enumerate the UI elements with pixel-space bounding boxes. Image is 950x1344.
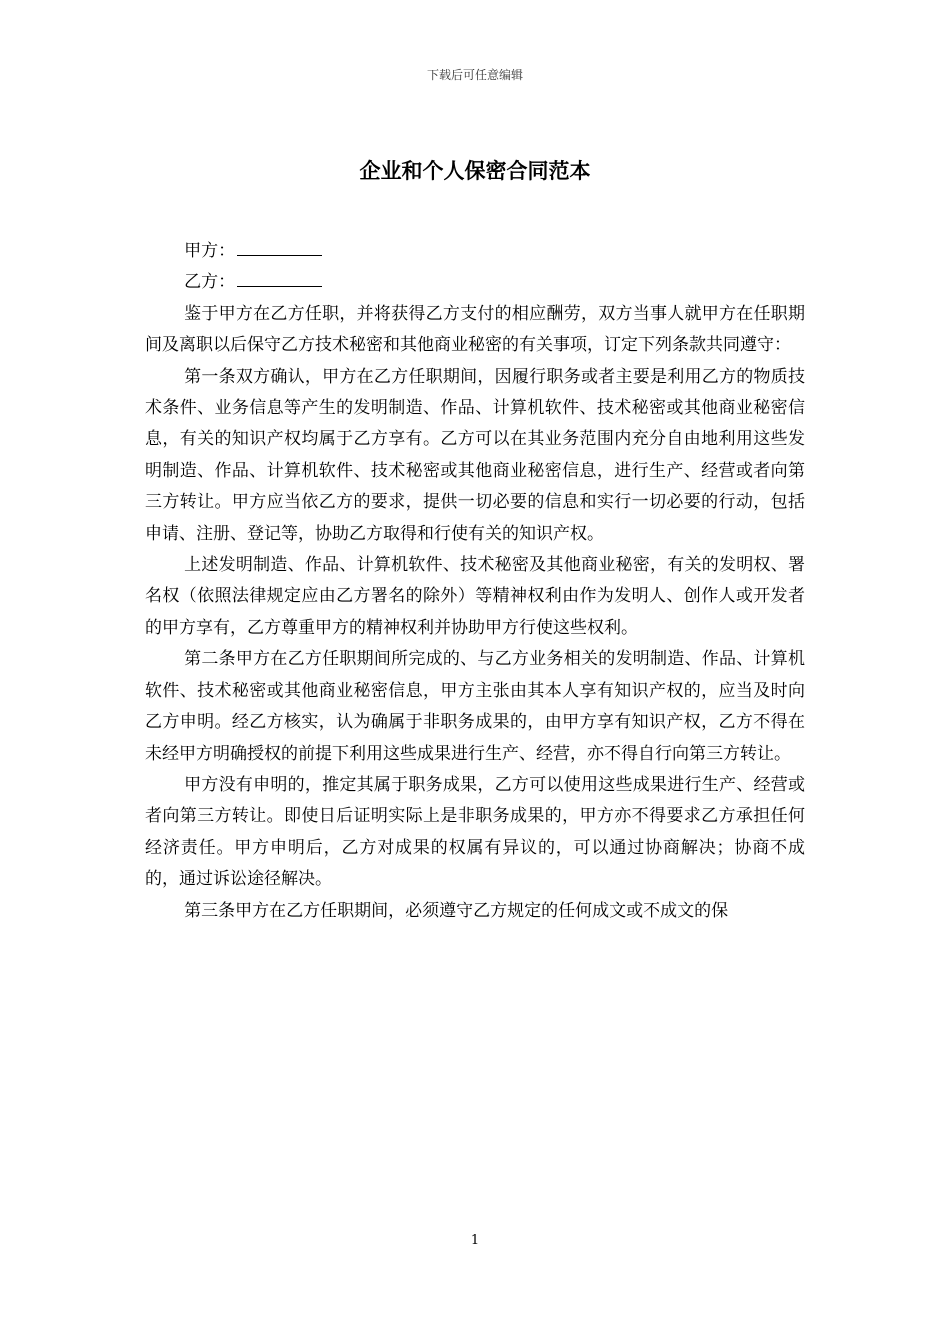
paragraph-preamble: 鉴于甲方在乙方任职，并将获得乙方支付的相应酬劳，双方当事人就甲方在任职期间及离职以后保守乙方技术秘密和其他商业秘密的有关事项，订定下列条款共同遵守：	[145, 303, 805, 356]
party-b-line	[145, 267, 805, 298]
page-number: 1	[470, 1233, 480, 1248]
paragraph-article-2-continued: 甲方没有申明的，推定其属于职务成果，乙方可以使用这些成果进行生产、经营或者向第三方转让。即使日后证明实际上是非职务成果的，甲方亦不得要求乙方承担任何经济责任。甲方申明后，乙方对成果的权属有异议的，可以通过协商解决；协商不成的，通过诉讼途径解决。	[145, 774, 805, 890]
party-a-line	[145, 236, 805, 267]
paragraph-article-1-continued: 上述发明制造、作品、计算机软件、技术秘密及其他商业秘密，有关的发明权、署名权（依照法律规定应由乙方署名的除外）等精神权利由作为发明人、创作人或开发者的甲方享有，乙方尊重甲方的精神权利并协助甲方行使这些权利。	[145, 555, 805, 638]
paragraph-article-3: 第三条甲方在乙方任职期间，必须遵守乙方规定的任何成文或不成文的保	[184, 900, 729, 921]
party-a-blank-field	[237, 237, 322, 256]
paragraph-article-1: 第一条双方确认，甲方在乙方任职期间，因履行职务或者主要是利用乙方的物质技术条件、业务信息等产生的发明制造、作品、计算机软件、技术秘密或其他商业秘密信息，有关的知识产权均属于乙方享有。乙方可以在其业务范围内充分自由地利用这些发明制造、作品、计算机软件、技术秘密或其他商业秘密信息，进行生产、经营或者向第三方转让。甲方应当依乙方的要求，提供一切必要的信息和实行一切必要的行动，包括申请、注册、登记等，协助乙方取得和行使有关的知识产权。	[145, 366, 805, 544]
document-title: 企业和个人保密合同范本	[359, 158, 591, 183]
party-a-label: 甲方：	[184, 241, 236, 261]
party-b-label: 乙方：	[184, 272, 236, 293]
party-b-blank-field	[237, 268, 322, 287]
paragraph-article-2: 第二条甲方在乙方任职期间所完成的、与乙方业务相关的发明制造、作品、计算机软件、技术秘密或其他商业秘密信息，甲方主张由其本人享有知识产权的，应当及时向乙方申明。经乙方核实，认为确属于非职务成果的，由甲方享有知识产权，乙方不得在未经甲方明确授权的前提下利用这些成果进行生产、经营，亦不得自行向第三方转让。	[145, 649, 805, 764]
document-body	[145, 236, 805, 927]
header-note: 下载后可任意编辑	[426, 68, 523, 82]
